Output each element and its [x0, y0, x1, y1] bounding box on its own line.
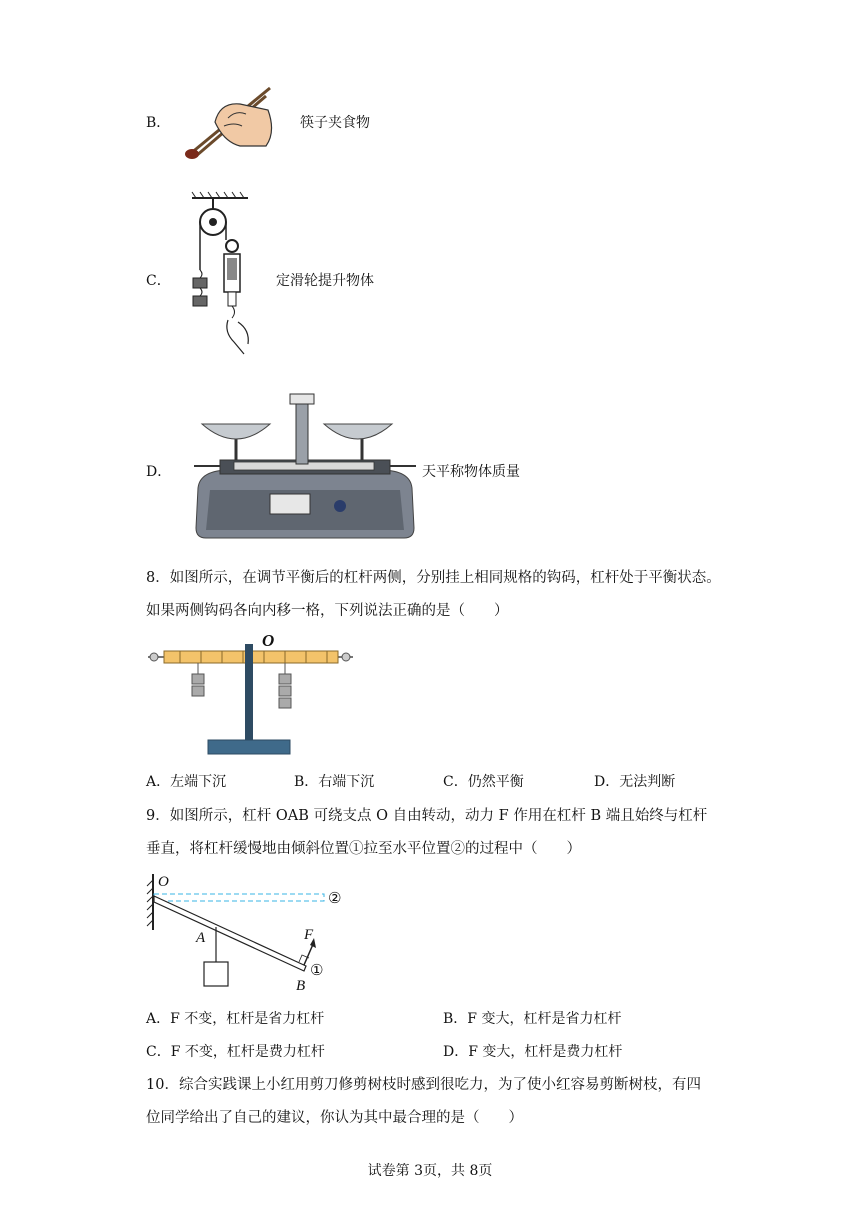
option-c-letter: C．: [146, 273, 171, 289]
chopsticks-figure: [180, 82, 280, 162]
q8-choice-d[interactable]: D．无法判断: [594, 774, 676, 790]
q8-pivot-label: O: [262, 631, 275, 650]
q9-lever-figure: [144, 872, 354, 994]
q8-text: 8．如图所示，在调节平衡后的杠杆两侧，分别挂上相同规格的钩码，杠杆处于平衡状态。如果两侧钩码各向内移一格，下列说法正确的是（ ）: [146, 570, 721, 619]
q9-choice-d[interactable]: D．F 变大，杠杆是费力杠杆: [443, 1044, 623, 1060]
q9-choice-c[interactable]: C．F 不变，杠杆是费力杠杆: [146, 1044, 325, 1060]
q9-label-f: F: [304, 927, 314, 943]
fixed-pulley-figure: [188, 192, 268, 360]
q9-label-o: O: [158, 874, 169, 890]
page-footer: 试卷第 3页，共 8页: [367, 1163, 493, 1179]
option-c-caption: 定滑轮提升物体: [276, 273, 374, 289]
q9-label-b: B: [296, 978, 306, 994]
q9-label-pos2: ②: [328, 889, 342, 907]
q8-lever-figure: [148, 630, 358, 758]
q9-line2: 垂直，将杠杆缓慢地由倾斜位置①拉至水平位置②的过程中（ ）: [146, 841, 581, 857]
q9-choice-a[interactable]: A．F 不变，杠杆是省力杠杆: [146, 1011, 325, 1027]
q8-choice-a[interactable]: A．左端下沉: [146, 774, 227, 790]
q9-choice-b[interactable]: B．F 变大，杠杆是省力杠杆: [443, 1011, 622, 1027]
balance-scale-figure: [190, 390, 420, 542]
q10-line2: 位同学给出了自己的建议，你认为其中最合理的是（ ）: [146, 1110, 523, 1126]
q8-choice-c[interactable]: C．仍然平衡: [443, 774, 524, 790]
q9-label-pos1: ①: [310, 961, 324, 979]
option-d-letter: D．: [146, 464, 172, 480]
q8-choice-b[interactable]: B．右端下沉: [294, 774, 375, 790]
q9-line1: 9．如图所示，杠杆 OAB 可绕支点 O 自由转动，动力 F 作用在杠杆 B 端且始终与杠杆: [146, 808, 708, 824]
q10-line1: 10．综合实践课上小红用剪刀修剪树枝时感到很吃力，为了使小红容易剪断树枝，有四: [146, 1077, 701, 1093]
option-b-caption: 筷子夹食物: [300, 115, 370, 131]
option-d-caption: 天平称物体质量: [422, 464, 520, 480]
option-b-letter: B．: [146, 115, 171, 131]
q9-label-a: A: [196, 930, 206, 946]
